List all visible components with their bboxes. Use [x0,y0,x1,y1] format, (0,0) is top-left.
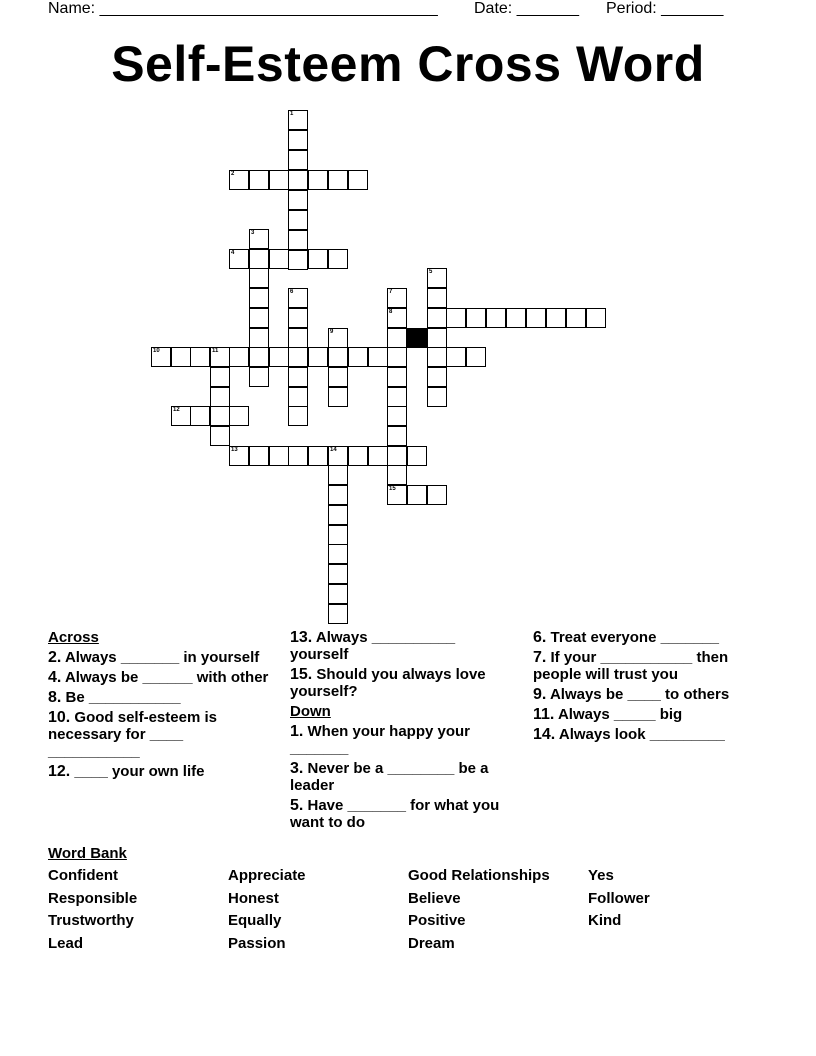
word-bank-word: Believe [408,889,461,907]
clue-text: When your happy your _______ [290,723,471,757]
crossword-cell[interactable] [427,328,447,348]
word-bank-title: Word Bank [48,845,127,862]
clue-number-label: 7. [533,649,547,666]
clues-column-3 [533,629,773,746]
crossword-cell[interactable] [190,347,210,367]
clues-column-2 [290,629,515,834]
crossword-cell[interactable] [407,446,427,466]
crossword-cell[interactable] [308,249,328,269]
crossword-cell[interactable] [328,465,348,485]
crossword-cell[interactable] [328,604,348,624]
clue-number: 8 [389,309,393,315]
clue [48,649,278,666]
clue-text: Always be ____ to others [546,686,730,703]
word-bank-word: Confident [48,867,118,884]
clue [533,726,773,743]
crossword-cell[interactable] [387,367,407,387]
crossword-cell[interactable] [249,288,269,308]
crossword-cell[interactable] [249,446,269,466]
crossword-cell[interactable] [427,485,447,505]
crossword-cell[interactable] [427,387,447,407]
crossword-cell[interactable] [506,308,526,328]
crossword-cell[interactable] [427,288,447,308]
crossword-cell[interactable] [328,584,348,604]
clue [48,709,278,760]
crossword-cell[interactable] [229,347,249,367]
clue [290,723,515,757]
crossword-cell[interactable] [466,347,486,367]
clue [290,629,515,663]
crossword-cell[interactable] [526,308,546,328]
word-bank-word: Follower [588,889,650,907]
crossword-cell[interactable] [387,446,407,466]
date-field[interactable]: Date: _______ [474,0,579,17]
crossword-cell[interactable] [348,446,368,466]
crossword-cell[interactable] [368,347,388,367]
crossword-cell[interactable] [288,130,308,150]
clue-number-label: 3. [290,760,304,777]
clue-number: 4 [231,250,235,256]
word-bank-word: Yes [588,867,614,884]
crossword-cell[interactable] [427,347,447,367]
crossword-cell[interactable] [387,406,407,426]
clue-text: Always __________ yourself [290,629,456,663]
crossword-cell[interactable] [446,308,466,328]
clue [290,666,515,700]
crossword-cell[interactable] [249,170,269,190]
crossword-cell[interactable] [328,249,348,269]
word-bank-word: Positive [408,912,466,930]
crossword-cell[interactable] [229,406,249,426]
crossword-cell[interactable] [288,367,308,387]
clue-text: ____ your own life [70,763,205,780]
word-bank-word: Honest [228,889,279,907]
clue [533,649,773,683]
clue [533,706,773,723]
clue-number: 13 [231,447,238,453]
clue-number-label: 11. [533,706,555,723]
crossword-cell[interactable] [546,308,566,328]
clue-text: Have _______ for what you want to do [290,797,500,831]
clue-number-label: 9. [533,686,547,703]
clue-number-label: 6. [533,629,547,646]
crossword-cell[interactable] [328,367,348,387]
crossword-cell[interactable] [288,446,308,466]
clue-number-label: 2. [48,649,62,666]
crossword-cell[interactable] [328,564,348,584]
clue-number: 9 [330,329,334,335]
crossword-cell[interactable] [288,210,308,230]
clue-number-label: 13. [290,629,313,646]
crossword-cell[interactable] [288,406,308,426]
clue-text: If your ___________ then people will trust you [533,649,729,683]
crossword-cell[interactable] [328,387,348,407]
clue-text: Be ___________ [61,689,181,706]
crossword-cell[interactable] [210,406,230,426]
crossword-cell[interactable] [269,249,289,269]
down-heading: Down [290,703,331,720]
clue [48,689,278,706]
name-field[interactable]: Name: ______________________________________ [48,0,438,17]
word-bank-word: Kind [588,912,622,930]
crossword-cell[interactable] [466,308,486,328]
crossword-cell[interactable] [328,505,348,525]
word-bank-word: Appreciate [228,867,306,884]
crossword-cell[interactable] [288,328,308,348]
crossword-cell[interactable] [308,446,328,466]
word-bank-word: Trustworthy [48,912,134,930]
crossword-cell[interactable] [288,387,308,407]
word-bank-word: Good Relationships [408,867,550,884]
crossword-cell[interactable] [486,308,506,328]
clue-text: Never be a ________ be a leader [290,760,489,794]
crossword-cell[interactable] [387,328,407,348]
crossword-cell[interactable] [328,347,348,367]
crossword-cell[interactable] [210,426,230,446]
crossword-cell[interactable] [566,308,586,328]
clue-text: Treat everyone _______ [546,629,719,646]
clue-number: 2 [231,171,235,177]
crossword-cell[interactable] [210,387,230,407]
clue-number: 11 [212,348,219,354]
word-bank-word: Responsible [48,889,138,907]
clue-text: Good self-esteem is necessary for ____ ___________ [48,709,217,760]
crossword-cell[interactable] [249,268,269,288]
blocked-cell [407,328,427,348]
across-heading: Across [48,629,99,646]
crossword-cell[interactable] [210,367,230,387]
crossword-cell[interactable] [288,308,308,328]
crossword-cell[interactable] [387,426,407,446]
clue-text: Always be ______ with other [61,669,269,686]
word-bank-word: Passion [228,935,286,953]
word-bank-word: Lead [48,935,84,953]
clue-number-label: 5. [290,797,304,814]
clue-number-label: 14. [533,726,556,743]
crossword-cell[interactable] [288,150,308,170]
clue-number-label: 15. [290,666,313,683]
crossword-cell[interactable] [446,347,466,367]
crossword-cell[interactable] [288,190,308,210]
clue [290,760,515,794]
crossword-cell[interactable] [586,308,606,328]
crossword-cell[interactable] [348,347,368,367]
crossword-cell[interactable] [249,328,269,348]
crossword-cell[interactable] [249,347,269,367]
clue [290,797,515,831]
clue-text: Always _______ in yourself [61,649,260,666]
crossword-cell[interactable] [269,347,289,367]
crossword-cell[interactable] [387,387,407,407]
clue-number-label: 12. [48,763,71,780]
crossword-cell[interactable] [328,544,348,564]
word-bank-word: Dream [408,935,455,953]
clue-number-label: 10. [48,709,71,726]
clue [48,763,278,780]
crossword-cell[interactable] [427,367,447,387]
clue-number: 5 [429,269,433,275]
crossword-cell[interactable] [368,446,388,466]
clue-number: 12 [173,407,180,413]
clue-number: 6 [290,289,294,295]
crossword-cell[interactable] [288,250,308,270]
crossword-cell[interactable] [387,465,407,485]
clue-number: 14 [330,447,337,453]
crossword-cell[interactable] [190,406,210,426]
clue-text: Always _____ big [554,706,683,723]
page-title: Self-Esteem Cross Word [111,36,705,92]
crossword-cell[interactable] [328,485,348,505]
clue-number-label: 4. [48,669,62,686]
clue-text: Always look _________ [555,726,725,743]
crossword-cell[interactable] [328,525,348,545]
crossword-cell[interactable] [171,347,191,367]
clue-number-label: 8. [48,689,62,706]
clues-column-1 [48,629,278,783]
clue-number: 1 [290,111,294,117]
crossword-cell[interactable] [407,485,427,505]
crossword-cell[interactable] [387,347,407,367]
word-bank-word: Equally [228,912,282,930]
clue-number: 15 [389,486,396,492]
crossword-cell[interactable] [288,170,308,190]
clue-number: 7 [389,289,393,295]
clue-number-label: 1. [290,723,304,740]
clue [533,629,773,646]
crossword-cell[interactable] [249,308,269,328]
period-field[interactable]: Period: _______ [606,0,724,17]
crossword-cell[interactable] [427,308,447,328]
crossword-cell[interactable] [249,367,269,387]
crossword-cell[interactable] [249,249,269,269]
clue [533,686,773,703]
crossword-cell[interactable] [288,230,308,250]
clue-number: 3 [251,230,255,236]
crossword-cell[interactable] [328,170,348,190]
clue-number: 10 [153,348,160,354]
clue [48,669,278,686]
crossword-cell[interactable] [269,446,289,466]
crossword-cell[interactable] [308,347,328,367]
crossword-cell[interactable] [308,170,328,190]
crossword-cell[interactable] [348,170,368,190]
clue-text: Should you always love yourself? [290,666,486,700]
crossword-cell[interactable] [269,170,289,190]
crossword-cell[interactable] [288,347,308,367]
